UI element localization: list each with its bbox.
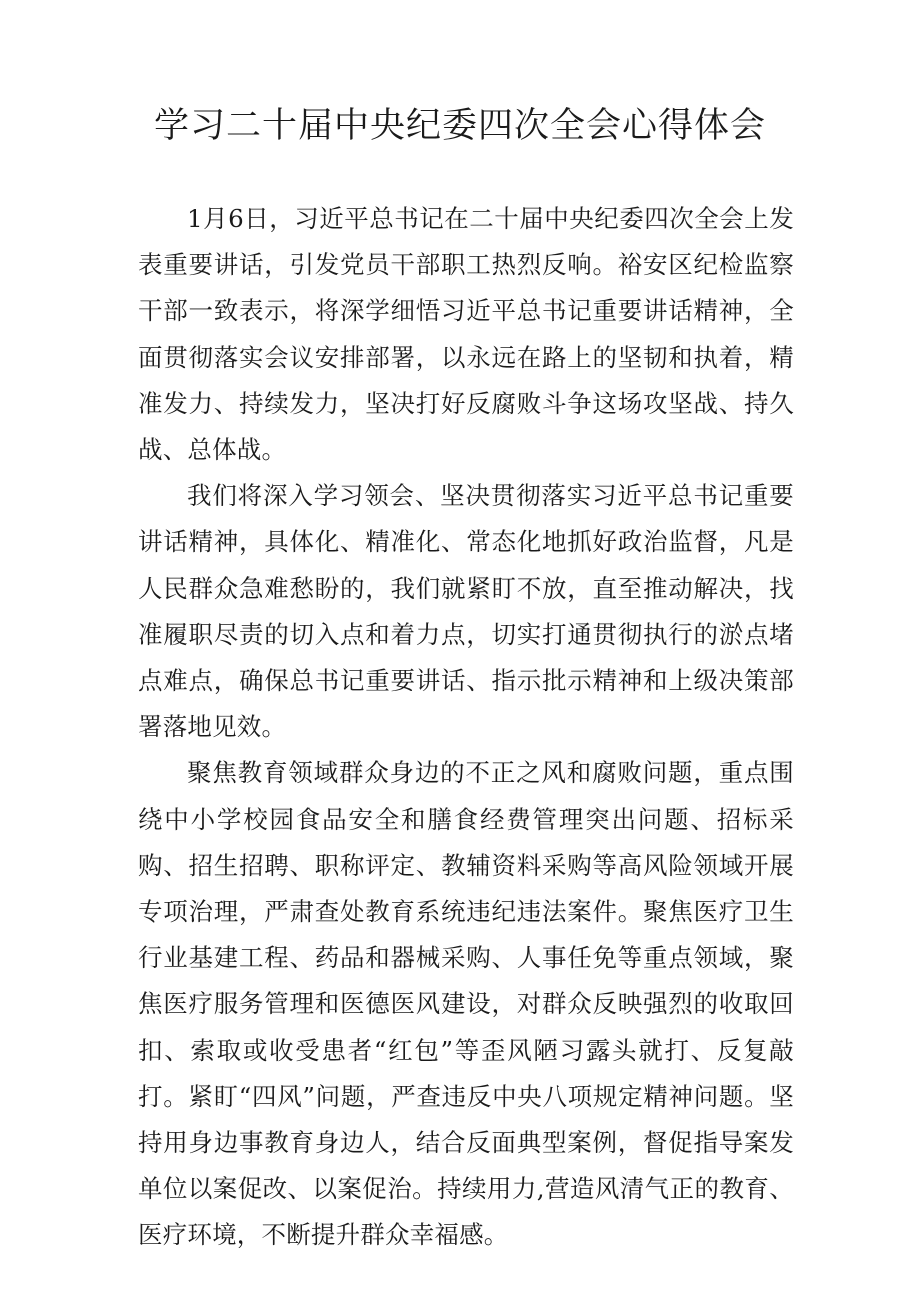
document-title: 学习二十届中央纪委四次全会心得体会 (153, 106, 766, 146)
paragraph-3: 聚焦教育领域群众身边的不正之风和腐败问题，重点围绕中小学校园食品安全和膳食经费管理突出问题、招标采购、招生招聘、职称评定、教辅资料采购等高风险领域开展专项治理，严肃查处教育系统违纪违法案件。聚焦医疗卫生行业基建工程、药品和器械采购、人事任免等重点领域，聚焦医疗服务管理和医德医风建设，对群众反映强烈的收取回扣、索取或收受患者“红包”等歪风陋习露头就打、反复敲打。紧盯“四风”问题，严查违反中央八项规定精神问题。坚持用身边事教育身边人，结合反面典型案例，督促指导案发单位以案促改、以案促治。持续用力,营造风清气正的教育、医疗环境，不断提升群众幸福感。 (138, 758, 794, 1250)
paragraph-1: 1月6日，习近平总书记在二十届中央纪委四次全会上发表重要讲话，引发党员干部职工热烈反响。裕安区纪检监察干部一致表示，将深学细悟习近平总书记重要讲话精神，全面贯彻落实会议安排部署，以永远在路上的坚韧和执着，精准发力、持续发力，坚决打好反腐败斗争这场攻坚战、持久战、总体战。 (138, 204, 794, 465)
paragraph-2: 我们将深入学习领会、坚决贯彻落实习近平总书记重要讲话精神，具体化、精准化、常态化地抓好政治监督，凡是人民群众急难愁盼的，我们就紧盯不放，直至推动解决，找准履职尽责的切入点和着力点，切实打通贯彻执行的淤点堵点难点，确保总书记重要讲话、指示批示精神和上级决策部署落地见效。 (138, 481, 794, 742)
document-body (138, 196, 794, 1259)
